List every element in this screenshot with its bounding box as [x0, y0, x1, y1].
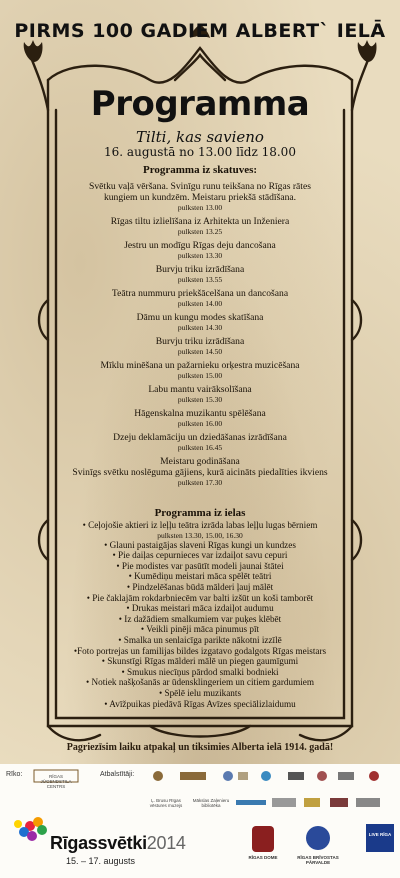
street-item: • Spēlē ielu muzikants: [158, 687, 242, 698]
stage-item-text: Burvju triku izrādīšana: [155, 264, 245, 275]
stage-item: [72, 384, 328, 404]
stage-item-text: Jestru un modīgu Rīgas deju dancošana: [124, 240, 276, 251]
street-item: • Pie daiļas cepurnieces var izdaiļot savu cepuri: [112, 550, 288, 561]
stage-heading: Programma iz skatuves:: [142, 164, 258, 176]
stage-item-time: pulksten 17.30: [177, 478, 223, 487]
stage-item: [72, 408, 328, 428]
stage-item-text: Labu mantu vairāksolīšana: [148, 384, 252, 395]
stage-item: [72, 288, 328, 308]
logo-strip: [0, 764, 400, 878]
street-item: • Pie čaklajām rokdarbniecēm var balti izšūt un koši tamborēt: [86, 592, 314, 603]
organizer-name: RĪGAS JŪGENDSTILA CENTRS: [40, 774, 72, 789]
freeport-label: RĪGAS BRĪVOSTAS PĀRVALDE: [297, 855, 339, 865]
live-riga-label: LIVE RĪGA: [368, 832, 392, 837]
stage-item-text: Teātra nummuru priekšācelšana un dancošana: [111, 288, 289, 299]
stage-item-time: pulksten 16.00: [177, 419, 223, 428]
stage-item-time: pulksten 13.30: [177, 251, 223, 260]
stage-item-time: pulksten 13.25: [177, 227, 223, 236]
stage-item-time: pulksten 15.00: [177, 371, 223, 380]
footer-message: Pagriezīsim laiku atpakaļ un tiksimies Alberta ielā 1914. gadā!: [66, 742, 334, 753]
brand-year: 2014: [146, 833, 186, 853]
stage-item-time: pulksten 14.00: [177, 299, 223, 308]
stage-item: [72, 467, 328, 487]
brand-word: svētki: [97, 833, 147, 853]
headline: PIRMS 100 GADIEM ALBERT` IELĀ: [14, 20, 386, 42]
program-date: 16. augustā no 13.00 līdz 18.00: [104, 145, 296, 159]
stage-item-text: Dzeju deklamāciju un dziedāšanas izrādīšana: [113, 432, 287, 443]
stage-item: [72, 264, 328, 284]
stage-item-text: Mīklu minēšana un pažarnieku orķestra muzicēšana: [100, 360, 300, 371]
library-logo: Mākslas Zaļenieru bibliotēka: [192, 798, 230, 808]
program-subtitle: Tilti, kas savieno: [136, 128, 264, 146]
street-item: [72, 520, 328, 540]
street-item: •Foto portrejas un familijas bildes izgatavo godalgots Rīgas meistars: [73, 645, 327, 656]
street-item: • Iz dažādiem smalkumiem var puķes klēbēt: [118, 613, 282, 624]
stage-item: [72, 312, 328, 332]
brand-name: Rīgas: [50, 833, 98, 853]
stage-item: [72, 360, 328, 380]
street-item: • Veikli pinēji māca pinumus pīt: [140, 624, 260, 635]
stage-item: [72, 240, 328, 260]
street-item: • Kumēdiņu meistari māca spēlēt teātri: [128, 571, 272, 582]
brand-dates: 15. – 17. augusts: [66, 856, 136, 866]
organizer-label: Rīko:: [6, 771, 23, 778]
stage-item-time: pulksten 14.50: [177, 347, 223, 356]
stage-item-text: Dāmu un kungu modes skatīšana: [136, 312, 264, 323]
stage-item-time: pulksten 14.30: [177, 323, 223, 332]
street-item: • Smalka un senlaicīga parikte nākotni izzīlē: [118, 634, 282, 645]
stage-item: [72, 216, 328, 236]
street-item: • Pie modistes var pasūtīt modeli jaunai štātei: [116, 560, 284, 571]
street-item: • Notiek našķošanās ar ūdensklingeriem un citiem gardumiem: [86, 677, 314, 688]
street-item-time: pulksten 13.30, 15.00, 16.30: [157, 530, 243, 540]
stage-item-text: Burvju triku izrādīšana: [155, 336, 245, 347]
stage-item-text: Rīgas tiltu izlielīšana iz Arhitekta un Inženiera: [110, 216, 290, 227]
street-item: • Smukus niecīņus pārdod smalki bodnieki: [121, 666, 279, 677]
support-label: Atbalstītāji:: [100, 771, 135, 778]
street-item-text: • Ceļojošie aktieri iz leļļu teātra izrāda labas leļļu lugas bērniem: [82, 520, 318, 530]
stage-item-text: Hāgenskalna muzikantu spēlēšana: [134, 408, 266, 419]
program-title: Programma: [90, 84, 310, 124]
street-item: • Skunstīgi Rīgas mālderi mālē un piegen gaumīgumi: [101, 656, 299, 667]
stage-item: [72, 181, 328, 212]
museum-logo: Ļ. Brusu Rīgas vēstures muzejs: [149, 798, 183, 808]
stage-item: [72, 432, 328, 452]
stage-item-time: pulksten 13.00: [177, 203, 223, 212]
street-heading: Programma iz ielas: [154, 507, 246, 519]
stage-item: [72, 336, 328, 356]
stage-item-text: Svētku vaļā vēršana. Svinīgu runu teikšana no Rīgas rātes kungiem un kundzēm. Meistaru priekšā stādīšana.: [89, 181, 311, 203]
street-item: • Pindzelēšanas būdā mālderi ļauj mālēt: [126, 581, 274, 592]
riga-svetki-brand: [50, 833, 186, 854]
stage-item: [72, 456, 328, 467]
program-content: [72, 163, 328, 709]
stage-item-time: pulksten 13.55: [177, 275, 223, 284]
street-item: • Glauni pastaigājas slaveni Rīgas kungi un kundzes: [104, 539, 296, 550]
street-item: • Avīžpuikas piedāvā Rīgas Avīzes speciālizlaidumu: [104, 698, 296, 709]
riga-dome-label: RĪGAS DOME: [248, 855, 278, 860]
street-item: • Drukas meistari māca izdaiļot audumu: [126, 603, 274, 614]
stage-item-text: Svinīgs svētku noslēguma gājiens, kurā aicināts piedalīties ikviens: [72, 467, 328, 478]
stage-item-time: pulksten 15.30: [177, 395, 223, 404]
stage-item-text: Meistaru godināšana: [160, 456, 240, 467]
stage-item-time: pulksten 16.45: [177, 443, 223, 452]
